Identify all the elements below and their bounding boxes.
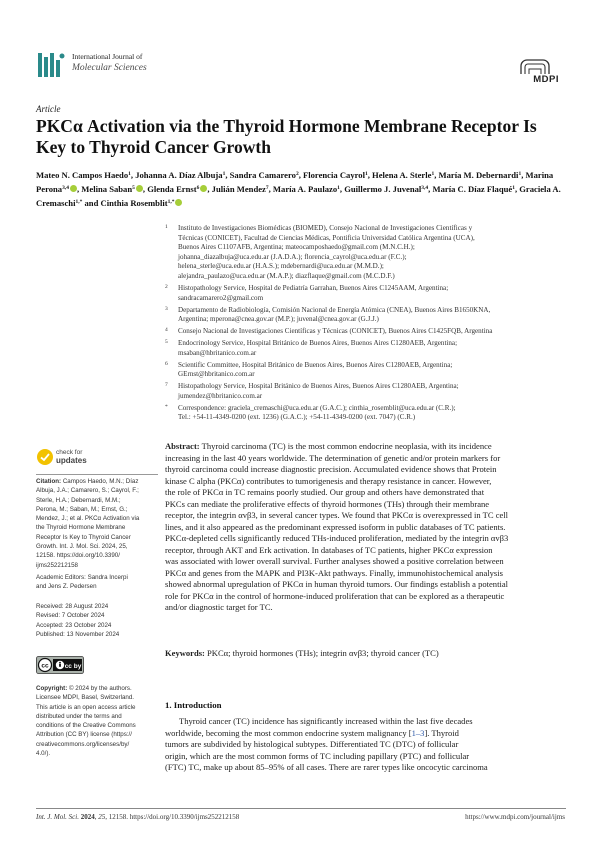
text-line: Received: 28 August 2024 bbox=[36, 603, 109, 610]
article-title: PKCα Activation via the Thyroid Hormone Membrane Receptor Is Key to Thyroid Cancer Growth bbox=[36, 116, 537, 157]
affiliation-item bbox=[165, 361, 565, 380]
affiliation-line: jumendez@hbritanico.com.ar bbox=[178, 391, 263, 400]
intro-line: worldwide, becoming the most common endocrine system malignancy [1–3]. Thyroid bbox=[165, 727, 459, 738]
text-line: receptor, through AKT and Erk activation. In databases of TC patients, higher PKCα expression bbox=[165, 544, 493, 555]
author-list: Mateo N. Campos Haedo$^1$, Johanna A. Díaz Albuja$^1$, Sandra Camarero$^2$, Florencia Cayrol$^1$, Helena A. Sterle$^1$, María M. Debernardi$^1$, Marina Perona$^{3,4}$ , Melina Saban$^5$ , Glenda Ernst$^6$ , Julián Mendez$^7$, María A. Paulazo$^1$, Guillermo J. Juvenal$^{3,4}$, María C. Díaz Flaqué$^1$, Graciela A. Cremaschi$^{1,*}$ and Cinthia Rosemblit$^{1,*}$ bbox=[36, 170, 561, 208]
affiliation-item bbox=[165, 224, 565, 282]
author-name: Marina Perona bbox=[36, 170, 554, 194]
text-line: Revised: 7 October 2024 bbox=[36, 612, 105, 620]
text-line: Published: 13 November 2024 bbox=[36, 630, 120, 638]
author-name: Florencia Cayrol bbox=[302, 170, 365, 180]
affiliation-line: Buenos Aires C1107AFB, Argentina; mateocamposhaedo@gmail.com (M.N.C.H.); bbox=[178, 243, 415, 252]
author-affiliation-sup: 1 bbox=[512, 184, 515, 191]
copyright-block bbox=[36, 684, 158, 758]
orcid-icon[interactable] bbox=[70, 185, 77, 192]
author-name: Graciela A. Cremaschi bbox=[36, 183, 561, 208]
text-line: Receptor Is Key to Thyroid Cancer bbox=[36, 533, 131, 541]
abstract bbox=[165, 441, 565, 614]
affiliation-item bbox=[165, 284, 565, 303]
text-line: Sterle, H.A.; Debernardi, M.M.; bbox=[36, 496, 121, 504]
text-line: and Jens Z. Pedersen bbox=[36, 583, 97, 591]
publication-dates bbox=[36, 602, 158, 639]
affiliation-line: Histopathology Service, Hospital Británico de Buenos Aires, Buenos Aires C1280AEB, Argentina; bbox=[178, 382, 459, 391]
affiliations bbox=[165, 224, 565, 425]
affiliation-line: johanna_diazalbuja@uca.edu.ar (J.A.D.A.); florencia_cayrol@uca.edu.ar (F.C.); bbox=[178, 252, 407, 261]
intro-line: Thyroid cancer (TC) incidence has significantly increased within the last five decades bbox=[179, 716, 473, 726]
footer-journal-link[interactable]: https://www.mdpi.com/journal/ijms bbox=[465, 813, 565, 821]
journal-header bbox=[36, 46, 296, 82]
author-affiliation-sup: 7 bbox=[265, 184, 269, 191]
text-line: Citation: Campos Haedo, M.N.; Díaz bbox=[36, 478, 139, 485]
text-line: the role of PKCα in TC remains poorly studied. Our group and others have demonstrated that bbox=[165, 487, 485, 497]
journal-logo-icon bbox=[36, 50, 66, 80]
author-name: María M. Debernardi bbox=[438, 170, 519, 180]
check-updates-line2: updates bbox=[56, 456, 87, 465]
article-type: Article bbox=[36, 104, 61, 114]
affiliation-item bbox=[165, 306, 565, 325]
text-line: increasing in the last 40 years worldwide. The determination of genetic and/or protein markers for bbox=[165, 452, 501, 463]
check-for-updates-button[interactable] bbox=[36, 448, 116, 470]
affiliation-line: Endocrinology Service, Hospital Británico de Buenos Aires, Buenos Aires C1280AEB, Argentina; bbox=[178, 339, 458, 348]
text-line: ijms252212158 bbox=[36, 561, 78, 569]
affiliation-line: Tel.: +54-11-4349-0200 (ext. 1236) (G.A.C.); +54-11-4349-0200 (ext. 7047) (C.R.) bbox=[178, 413, 416, 422]
section-heading-introduction: 1. Introduction bbox=[165, 700, 222, 710]
footer-citation: Int. J. Mol. Sci. 2024, 25, 12158. https://doi.org/10.3390/ijms252212158 bbox=[36, 813, 240, 821]
text-line: distributed under the terms and bbox=[36, 712, 122, 720]
author-name: Guillermo J. Juvenal bbox=[344, 183, 422, 194]
author-affiliation-sup: 6 bbox=[196, 184, 200, 191]
text-line: PKCs can mediate the proliferative effects of thyroid hormones (THs) through their membrane bbox=[165, 498, 490, 509]
affiliation-item bbox=[165, 382, 565, 401]
text-line: showed abnormal upregulation of PKCα in human thyroid tumors. Our findings establish a potential bbox=[165, 579, 508, 589]
affiliation-line: helena_sterle@uca.edu.ar (H.A.S.); mdebernardi@uca.edu.ar (M.M.D.); bbox=[178, 262, 384, 271]
affiliation-line: Argentina; mperona@cnea.gov.ar (M.P.); juvenal@cnea.gov.ar (G.J.J.) bbox=[178, 315, 379, 324]
svg-text:cc: cc bbox=[41, 662, 49, 670]
author-affiliation-sup: 1 bbox=[337, 184, 340, 191]
publisher-name: MDPI bbox=[533, 74, 559, 85]
affiliation-number: 4 bbox=[165, 327, 168, 334]
author-name: Johanna A. Díaz Albuja bbox=[135, 170, 223, 180]
text-line: Academic Editors: Sandra Incerpi bbox=[36, 574, 128, 581]
affiliation-line: sandracamarero2@gmail.com bbox=[178, 293, 264, 302]
text-line: creativecommons.org/licenses/by/ bbox=[36, 740, 130, 748]
author-name: Sandra Camarero bbox=[229, 170, 296, 180]
keywords-label: Keywords: bbox=[165, 648, 205, 658]
check-updates-icon bbox=[36, 448, 54, 466]
author-name: Julián Mendez bbox=[211, 183, 266, 194]
footer-divider bbox=[36, 808, 566, 809]
text-line: Accepted: 23 October 2024 bbox=[36, 621, 112, 629]
text-line: Growth. Int. J. Mol. Sci. 2024, 25, bbox=[36, 543, 128, 551]
author-name: María A. Paulazo bbox=[272, 183, 338, 194]
block-label: Abstract: bbox=[165, 441, 200, 451]
author-affiliation-sup: 2 bbox=[295, 171, 299, 177]
introduction-text bbox=[165, 716, 565, 774]
orcid-icon[interactable] bbox=[175, 199, 182, 206]
author-affiliation-sup: 3,4 bbox=[421, 184, 429, 191]
author-affiliation-sup: 3,4 bbox=[62, 184, 69, 191]
orcid-icon[interactable] bbox=[136, 185, 143, 192]
academic-editors bbox=[36, 573, 158, 592]
journal-name-line1: International Journal of bbox=[72, 52, 143, 61]
author-affiliation-sup: 1 bbox=[128, 171, 131, 177]
affiliation-line: Scientific Committee, Hospital Británico de Buenos Aires, Buenos Aires C1280AEB, Argentina; bbox=[178, 360, 453, 369]
affiliation-item bbox=[165, 339, 565, 358]
affiliation-number: 5 bbox=[165, 339, 168, 346]
affiliation-line: Consejo Nacional de Investigaciones Científicas y Técnicas (CONICET), Buenos Aires C1425FQB, Argentina bbox=[178, 327, 493, 336]
author-name: María C. Díaz Flaqué bbox=[432, 183, 513, 194]
author-name: Glenda Ernst bbox=[147, 183, 197, 194]
text-line: Perona, M.; Saban, M.; Ernst, G.; bbox=[36, 505, 128, 513]
affiliation-number: 7 bbox=[165, 382, 168, 389]
affiliation-item bbox=[165, 404, 565, 423]
block-label: Citation: bbox=[36, 478, 62, 485]
text-line: thyroid carcinoma could increase diagnostic precision. Accumulated evidence shows that Protein bbox=[165, 464, 497, 474]
author-affiliation-sup: 1 bbox=[222, 171, 226, 177]
affiliation-line: GErnst@hbritanico.com.ar bbox=[178, 370, 255, 379]
text-line: was associated with lower overall survival. Further analyses showed a positive correlation between bbox=[165, 556, 504, 566]
affiliation-line: Instituto de Investigaciones Biomédicas (BIOMED), Consejo Nacional de Investigaciones Científicas y bbox=[178, 224, 473, 232]
text-line: Attribution (CC BY) license (https:// bbox=[36, 731, 132, 739]
text-line: and/or diagnostic target for TC. bbox=[165, 602, 273, 612]
text-line: Abstract: Thyroid carcinoma (TC) is the most common endocrine neoplasia, with its incidence bbox=[165, 441, 492, 451]
license-badge-text: cc by bbox=[64, 663, 82, 670]
keywords bbox=[165, 648, 565, 660]
text-line: the Thyroid Hormone Membrane bbox=[36, 524, 126, 532]
author-affiliation-sup: 1 bbox=[431, 171, 435, 177]
author-affiliation-sup: 1,* bbox=[167, 198, 175, 205]
affiliation-line: Correspondence: graciela_cremaschi@uca.edu.ar (G.A.C.); cinthia_rosemblit@uca.edu.ar (C.R.); bbox=[178, 403, 456, 412]
intro-line: origin, which are the most common forms of TC including papillary (PTC) and follicular bbox=[165, 750, 470, 761]
text-line: 4.0/). bbox=[36, 750, 51, 758]
author-affiliation-sup: 1 bbox=[364, 171, 368, 177]
affiliation-line: Técnicas (CONICET), Facultad de Ciencias Médicas, Pontificia Universidad Católica Argentina (UCA), bbox=[178, 233, 475, 242]
author-name: Helena A. Sterle bbox=[372, 170, 432, 180]
author-affiliation-sup: 1 bbox=[518, 171, 522, 177]
affiliation-number: 1 bbox=[165, 224, 168, 230]
text-line: Albuja, J.A.; Camarero, S.; Cayrol, F.; bbox=[36, 487, 139, 495]
text-line: PKCα and genes from the MAPK and PI3K-Akt pathways. Finally, immunohistochemical analysis bbox=[165, 567, 503, 578]
affiliation-line: Departamento de Radiobiología, Comisión Nacional de Energía Atómica (CNEA), Buenos Aires B1650KNA, bbox=[178, 305, 491, 314]
text-line: Mendez, J.; et al. PKCα Activation via bbox=[36, 515, 140, 523]
journal-name-line2: Molecular Sciences bbox=[72, 63, 147, 73]
orcid-icon[interactable] bbox=[200, 185, 207, 192]
affiliation-number: 6 bbox=[165, 360, 168, 367]
affiliation-line: msaban@hbritanico.com.ar bbox=[178, 348, 257, 357]
author-affiliation-sup: 1,* bbox=[75, 198, 83, 205]
author-affiliation-sup: 5 bbox=[132, 184, 135, 191]
text-line: This article is an open access article bbox=[36, 703, 136, 711]
text-line: 12158. https://doi.org/10.3390/ bbox=[36, 552, 120, 560]
block-label: Copyright: bbox=[36, 685, 68, 692]
text-line: kinase C alpha (PKCα) contributes to tumorigenesis and therapy resistance in cancer. However, bbox=[165, 475, 492, 486]
author-name: Mateo N. Campos Haedo bbox=[36, 170, 129, 180]
affiliation-number: 3 bbox=[165, 305, 168, 312]
reference-link[interactable]: 1–3 bbox=[411, 727, 425, 738]
intro-line: tumors are subdivided by histological subtypes. Differentiated TC (DTC) of follicular bbox=[165, 739, 459, 750]
text-line: role for PKCα in the control of hormone-induced proliferation that can be explored as a therapeutic bbox=[165, 590, 505, 601]
check-updates-line1: check for bbox=[56, 449, 83, 456]
affiliation-number: 2 bbox=[165, 283, 168, 290]
text-line: Copyright: © 2024 by the authors. bbox=[36, 685, 132, 692]
text-line: receptor, the integrin αvβ3, in several cancer types. We found that PKCα is overexpressed in TC cell bbox=[165, 510, 509, 520]
affiliation-line: alejandra_paulazo@uca.edu.ar (M.A.P.); diazflaque@gmail.com (M.C.D.F.) bbox=[178, 271, 395, 280]
text-line: PKCα-depleted cells significantly reduced THs-induced proliferation, mediated by the integrin αvβ3 bbox=[165, 533, 509, 543]
affiliation-line: Histopathology Service, Hospital de Pediatría Garrahan, Buenos Aires C1245AAM, Argentina; bbox=[178, 283, 449, 292]
affiliation-item bbox=[165, 327, 565, 337]
cc-by-license-badge-icon[interactable] bbox=[36, 656, 84, 674]
citation-block bbox=[36, 477, 158, 570]
sidebar-divider bbox=[36, 474, 158, 475]
text-line: Licensee MDPI, Basel, Switzerland. bbox=[36, 694, 135, 702]
text-line: lines, and it also appeared as the predominant expressed isoform in public databases of TC patients. bbox=[165, 521, 506, 532]
keywords-text: PKCα; thyroid hormones (THs); integrin αvβ3; thyroid cancer (TC) bbox=[204, 648, 439, 658]
author-name: Melina Saban bbox=[81, 183, 133, 194]
affiliation-number: * bbox=[165, 403, 168, 410]
intro-line: (FTC) TC, make up about 85–95% of all cases. There are rarer types like oncocytic carcinoma bbox=[165, 762, 488, 773]
text-line: conditions of the Creative Commons bbox=[36, 722, 136, 730]
author-name: Cinthia Rosemblit bbox=[100, 197, 168, 208]
